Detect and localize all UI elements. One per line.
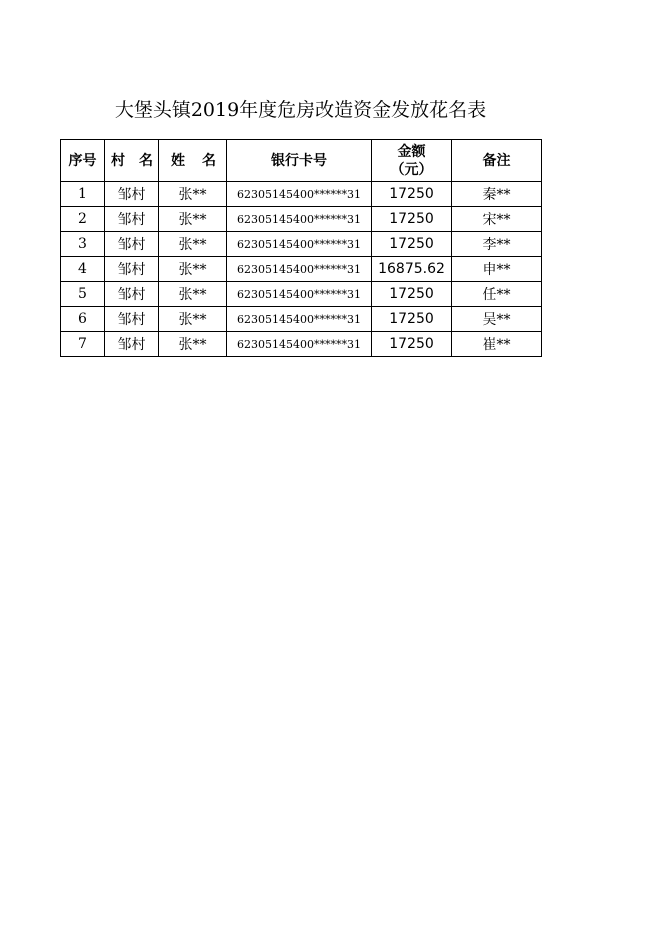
cell-amount: 17250 <box>372 307 452 332</box>
cell-village: 邹村 <box>105 182 159 207</box>
header-village-part2: 名 <box>139 152 153 169</box>
cell-village: 邹村 <box>105 257 159 282</box>
cell-index: 1 <box>61 182 105 207</box>
table-header-row <box>61 140 542 182</box>
cell-village: 邹村 <box>105 282 159 307</box>
cell-note: 李** <box>452 232 542 257</box>
cell-name: 张** <box>159 207 227 232</box>
header-amount-line2: （元） <box>390 161 433 178</box>
cell-village: 邹村 <box>105 232 159 257</box>
table-row <box>61 207 542 232</box>
cell-amount: 17250 <box>372 207 452 232</box>
cell-amount: 17250 <box>372 182 452 207</box>
cell-amount: 17250 <box>372 282 452 307</box>
roster-table <box>60 139 542 357</box>
cell-card: 62305145400******31 <box>227 257 372 282</box>
header-person-part1: 姓 <box>171 152 185 169</box>
table-row <box>61 307 542 332</box>
cell-amount: 16875.62 <box>372 257 452 282</box>
table-row <box>61 282 542 307</box>
cell-card: 62305145400******31 <box>227 307 372 332</box>
table-row <box>61 232 542 257</box>
header-village <box>105 140 159 182</box>
cell-index: 2 <box>61 207 105 232</box>
header-card: 银行卡号 <box>227 140 372 182</box>
cell-note: 秦** <box>452 182 542 207</box>
header-index: 序号 <box>61 140 105 182</box>
cell-name: 张** <box>159 282 227 307</box>
cell-card: 62305145400******31 <box>227 182 372 207</box>
cell-name: 张** <box>159 182 227 207</box>
cell-index: 5 <box>61 282 105 307</box>
cell-village: 邹村 <box>105 307 159 332</box>
cell-name: 张** <box>159 257 227 282</box>
cell-index: 6 <box>61 307 105 332</box>
cell-index: 7 <box>61 332 105 357</box>
cell-index: 3 <box>61 232 105 257</box>
cell-amount: 17250 <box>372 232 452 257</box>
header-person <box>159 140 227 182</box>
cell-name: 张** <box>159 232 227 257</box>
table-row <box>61 332 542 357</box>
page-title: 大堡头镇2019年度危房改造资金发放花名表 <box>114 99 487 121</box>
cell-note: 申** <box>452 257 542 282</box>
cell-village: 邹村 <box>105 332 159 357</box>
header-amount <box>372 140 452 182</box>
table-row <box>61 257 542 282</box>
cell-note: 任** <box>452 282 542 307</box>
cell-amount: 17250 <box>372 332 452 357</box>
cell-name: 张** <box>159 332 227 357</box>
cell-note: 吴** <box>452 307 542 332</box>
cell-note: 崔** <box>452 332 542 357</box>
header-village-part1: 村 <box>111 152 125 169</box>
cell-index: 4 <box>61 257 105 282</box>
cell-village: 邹村 <box>105 207 159 232</box>
header-person-part2: 名 <box>202 152 216 169</box>
cell-note: 宋** <box>452 207 542 232</box>
header-note: 备注 <box>452 140 542 182</box>
cell-card: 62305145400******31 <box>227 282 372 307</box>
cell-card: 62305145400******31 <box>227 207 372 232</box>
table-row <box>61 182 542 207</box>
cell-card: 62305145400******31 <box>227 332 372 357</box>
cell-name: 张** <box>159 307 227 332</box>
cell-card: 62305145400******31 <box>227 232 372 257</box>
header-amount-line1: 金额 <box>397 143 426 160</box>
roster-body <box>61 182 542 357</box>
